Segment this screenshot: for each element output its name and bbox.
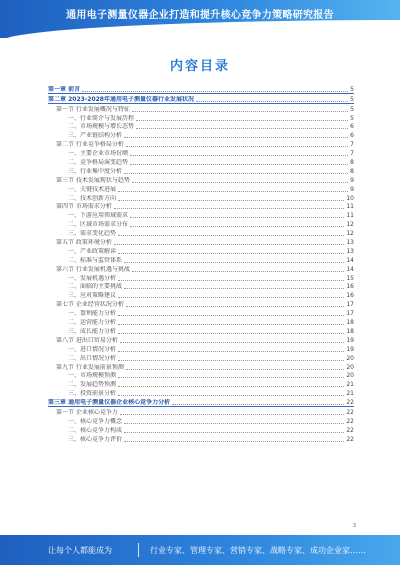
toc-entry-title: 一、产业政策解读	[68, 247, 117, 255]
toc-subsection-entry[interactable]	[48, 184, 354, 193]
toc-entry-page: 18	[346, 327, 354, 335]
toc-dot-leader	[124, 137, 348, 138]
footer-tagline: 行业专家、管理专家、营销专家、战略专家、成功企业家……	[150, 546, 366, 555]
toc-dot-leader	[126, 306, 344, 307]
toc-entry-page: 16	[346, 283, 354, 291]
toc-entry-title: 二、标准与监管体系	[68, 256, 123, 264]
toc-dot-leader	[118, 377, 344, 378]
toc-entry-page: 16	[346, 292, 354, 300]
toc-dot-leader	[118, 191, 348, 192]
footer-slogan: 让每个人都能成为	[48, 546, 112, 555]
toc-dot-leader	[114, 208, 344, 209]
toc-entry-title: 一、主要企业市场份额	[68, 150, 129, 158]
toc-entry-title: 三、成长能力分析	[68, 327, 117, 335]
toc-chapter-entry[interactable]	[48, 84, 354, 94]
toc-entry-page: 14	[346, 265, 354, 273]
toc-entry-title: 一、下游应用领域需求	[68, 212, 129, 220]
toc-entry-title: 一、核心竞争力概念	[68, 417, 123, 425]
toc-subsection-entry[interactable]	[48, 166, 354, 175]
toc-entry-page: 15	[346, 274, 354, 282]
toc-heading: 内容目录	[169, 59, 230, 74]
toc-entry-page: 14	[346, 256, 354, 264]
toc-subsection-entry[interactable]	[48, 273, 354, 282]
header-swoosh-decoration	[0, 20, 400, 42]
toc-entry-title: 二、区域市场需求分布	[68, 221, 129, 229]
toc-dot-leader	[118, 200, 344, 201]
toc-entry-title: 三、产业链结构分析	[68, 132, 123, 140]
toc-subsection-entry[interactable]	[48, 210, 354, 219]
toc-subsection-entry[interactable]	[48, 416, 354, 425]
toc-entry-title: 二、面临的主要挑战	[68, 283, 123, 291]
toc-dot-leader	[130, 226, 344, 227]
toc-dot-leader	[118, 297, 344, 298]
toc-subsection-entry[interactable]	[48, 326, 354, 335]
toc-dot-leader	[130, 217, 344, 218]
table-of-contents	[48, 84, 354, 443]
toc-subsection-entry[interactable]	[48, 246, 354, 255]
toc-entry-title: 二、发展趋势预测	[68, 381, 117, 389]
toc-entry-title: 三、核心竞争力评价	[68, 435, 123, 443]
toc-subsection-entry[interactable]	[48, 425, 354, 434]
toc-subsection-entry[interactable]	[48, 317, 354, 326]
toc-dot-leader	[118, 280, 344, 281]
toc-subsection-entry[interactable]	[48, 148, 354, 157]
toc-entry-page: 8	[350, 159, 354, 167]
toc-entry-title: 二、出口情况分析	[68, 354, 117, 362]
toc-dot-leader	[172, 404, 344, 405]
toc-dot-leader	[118, 333, 344, 334]
toc-entry-page: 19	[346, 345, 354, 353]
toc-dot-leader	[132, 271, 344, 272]
toc-section-entry[interactable]	[48, 299, 354, 308]
toc-dot-leader	[136, 128, 348, 129]
document-title: 通用电子测量仪器企业打造和提升核心竞争力策略研究报告	[66, 10, 334, 21]
toc-entry-title: 二、市场规模与增长态势	[68, 123, 135, 131]
toc-entry-title: 第四节 市场需求分析	[56, 203, 112, 211]
toc-entry-page: 11	[346, 203, 354, 211]
toc-dot-leader	[82, 91, 348, 92]
toc-entry-page: 22	[346, 399, 354, 407]
toc-entry-title: 三、需求变化趋势	[68, 230, 117, 238]
toc-dot-leader	[118, 253, 344, 254]
toc-entry-title: 第五节 政策环境分析	[56, 239, 112, 247]
page-header	[0, 0, 400, 38]
toc-entry-title: 第二节 行业竞争格局分析	[56, 141, 124, 149]
toc-entry-title: 第六节 行业发展机遇与挑战	[56, 265, 130, 273]
toc-entry-page: 22	[346, 435, 354, 443]
toc-subsection-entry[interactable]	[48, 193, 354, 202]
toc-entry-page: 21	[346, 381, 354, 389]
toc-entry-page: 22	[346, 426, 354, 434]
toc-chapter-entry[interactable]	[48, 94, 354, 104]
toc-entry-page: 7	[350, 141, 354, 149]
toc-entry-page: 9	[350, 176, 354, 184]
toc-dot-leader	[132, 182, 348, 183]
toc-dot-leader	[118, 395, 344, 396]
toc-entry-title: 二、核心竞争力构成	[68, 426, 123, 434]
toc-dot-leader	[118, 235, 344, 236]
toc-subsection-entry[interactable]	[48, 371, 354, 380]
toc-subsection-entry[interactable]	[48, 308, 354, 317]
toc-section-entry[interactable]	[48, 264, 354, 273]
toc-subsection-entry[interactable]	[48, 388, 354, 397]
toc-entry-title: 第三章 通用电子测量仪器企业核心竞争力分析	[48, 399, 171, 407]
toc-section-entry[interactable]	[48, 362, 354, 371]
toc-section-entry[interactable]	[48, 139, 354, 148]
toc-entry-title: 一、进口情况分析	[68, 345, 117, 353]
toc-entry-page: 7	[350, 150, 354, 158]
toc-entry-page: 18	[346, 319, 354, 327]
toc-entry-page: 9	[350, 185, 354, 193]
footer-divider	[138, 543, 139, 557]
toc-entry-page: 5	[350, 105, 354, 113]
toc-entry-page: 19	[346, 336, 354, 344]
toc-dot-leader	[124, 423, 344, 424]
toc-entry-title: 一、关键技术进展	[68, 185, 117, 193]
toc-entry-page: 17	[346, 301, 354, 309]
toc-dot-leader	[126, 146, 348, 147]
toc-entry-title: 三、应对策略建议	[68, 292, 117, 300]
toc-entry-page: 22	[346, 417, 354, 425]
toc-entry-title: 第三节 技术发展现状与趋势	[56, 176, 130, 184]
toc-entry-title: 第一节 行业发展概况与特征	[56, 105, 130, 113]
toc-entry-title: 第八节 进出口贸易分析	[56, 336, 118, 344]
toc-section-entry[interactable]	[48, 335, 354, 344]
toc-subsection-entry[interactable]	[48, 130, 354, 139]
toc-entry-title: 二、技术创新方向	[68, 194, 117, 202]
toc-dot-leader	[124, 262, 344, 263]
toc-dot-leader	[120, 414, 344, 415]
toc-section-entry[interactable]	[48, 237, 354, 246]
toc-entry-page: 8	[350, 167, 354, 175]
toc-entry-page: 10	[346, 194, 354, 202]
toc-dot-leader	[124, 288, 344, 289]
toc-dot-leader	[120, 342, 344, 343]
toc-entry-title: 第一节 企业核心竞争力	[56, 408, 118, 416]
toc-subsection-entry[interactable]	[48, 344, 354, 353]
toc-entry-page: 20	[346, 372, 354, 380]
toc-section-entry[interactable]	[48, 104, 354, 113]
toc-dot-leader	[130, 164, 348, 165]
toc-entry-title: 三、投资前景分析	[68, 390, 117, 398]
toc-entry-page: 5	[350, 114, 354, 122]
toc-subsection-entry[interactable]	[48, 255, 354, 264]
toc-chapter-entry[interactable]	[48, 397, 354, 407]
page-number: 3	[352, 523, 356, 529]
toc-dot-leader	[124, 441, 344, 442]
toc-subsection-entry[interactable]	[48, 157, 354, 166]
toc-section-entry[interactable]	[48, 175, 354, 184]
toc-entry-title: 第九节 行业发展前景预测	[56, 363, 124, 371]
toc-entry-page: 11	[346, 212, 354, 220]
toc-subsection-entry[interactable]	[48, 353, 354, 362]
toc-dot-leader	[196, 101, 348, 102]
toc-entry-page: 6	[350, 132, 354, 140]
toc-entry-page: 20	[346, 363, 354, 371]
toc-entry-page: 17	[346, 310, 354, 318]
toc-entry-title: 第一章 前言	[48, 85, 81, 93]
toc-subsection-entry[interactable]	[48, 219, 354, 228]
toc-subsection-entry[interactable]	[48, 434, 354, 443]
toc-entry-title: 一、行业简介与发展历程	[68, 114, 135, 122]
toc-entry-title: 一、盈利能力分析	[68, 310, 117, 318]
toc-dot-leader	[132, 111, 348, 112]
toc-entry-title: 一、发展机遇分析	[68, 274, 117, 282]
toc-entry-page: 12	[346, 221, 354, 229]
toc-entry-page: 20	[346, 354, 354, 362]
toc-subsection-entry[interactable]	[48, 228, 354, 237]
toc-entry-page: 13	[346, 239, 354, 247]
toc-entry-page: 12	[346, 230, 354, 238]
toc-entry-page: 22	[346, 408, 354, 416]
toc-subsection-entry[interactable]	[48, 282, 354, 291]
toc-entry-page: 5	[350, 95, 354, 103]
toc-dot-leader	[136, 120, 348, 121]
toc-section-entry[interactable]	[48, 202, 354, 211]
toc-entry-title: 第二章 2023-2028年通用电子测量仪器行业发展状况	[48, 95, 194, 103]
toc-entry-title: 二、运营能力分析	[68, 319, 117, 327]
toc-dot-leader	[118, 351, 344, 352]
toc-dot-leader	[118, 360, 344, 361]
toc-section-entry[interactable]	[48, 407, 354, 416]
toc-entry-title: 一、市场规模预测	[68, 372, 117, 380]
toc-subsection-entry[interactable]	[48, 290, 354, 299]
page-footer	[0, 535, 400, 565]
toc-entry-page: 21	[346, 390, 354, 398]
toc-entry-page: 5	[350, 85, 354, 93]
toc-dot-leader	[124, 432, 344, 433]
toc-subsection-entry[interactable]	[48, 113, 354, 122]
toc-subsection-entry[interactable]	[48, 122, 354, 131]
toc-entry-page: 6	[350, 123, 354, 131]
toc-entry-title: 第七节 企业经营状况分析	[56, 301, 124, 309]
toc-entry-page: 13	[346, 247, 354, 255]
toc-dot-leader	[126, 369, 344, 370]
toc-dot-leader	[118, 315, 344, 316]
toc-subsection-entry[interactable]	[48, 379, 354, 388]
toc-dot-leader	[118, 386, 344, 387]
toc-entry-title: 二、竞争格局演变趋势	[68, 159, 129, 167]
toc-dot-leader	[118, 324, 344, 325]
toc-dot-leader	[124, 173, 348, 174]
toc-dot-leader	[130, 155, 348, 156]
toc-entry-title: 三、行业集中度分析	[68, 167, 123, 175]
toc-dot-leader	[114, 244, 344, 245]
